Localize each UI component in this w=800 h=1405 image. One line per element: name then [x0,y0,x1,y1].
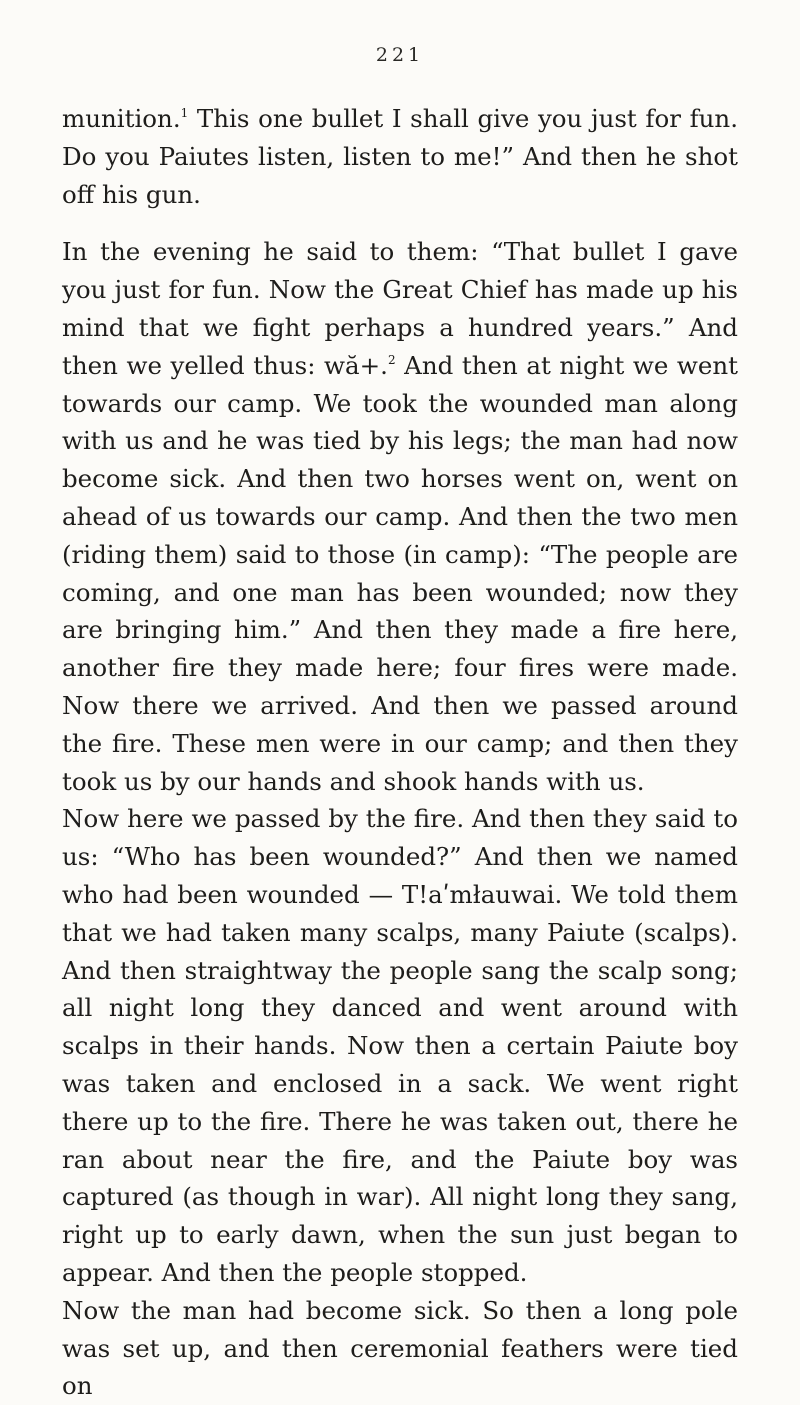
paragraph-1 [62,100,738,213]
body-text [62,100,738,1405]
footnote-ref-1: 1 [180,106,189,120]
text-run: Now here we passed by the fire. And then they said to us: “Who has been wounded?” And then we named who had been wounded — T!aʹmłauwai. We told them that we had taken many scalps, many Paiute (scalps). And then straightway the people sang the scalp song; all night long they danced and went around with scalps in their hands. Now then a certain Paiute boy was taken and enclosed in a sack. We went right there up to the fire. There he was taken out, there he ran about near the fire, and the Paiute boy was captured (as though in war). All night long they sang, right up to early dawn, when the sun just began to appear. And then the people stopped. [62,804,738,1287]
text-run: This one bullet I shall give you just for fun. Do you Paiutes listen, listen to me!” And then he shot off his gun. [62,104,738,209]
page-number: 221 [375,44,425,66]
text-run: munition. [62,104,181,133]
paragraph-2 [62,233,738,800]
text-run: And then at night we went towards our camp. We took the wounded man along with us and he was tied by his legs; the man had now become sick. And then two horses went on, went on ahead of us towards our camp. And then the two men (riding them) said to those (in camp): “The people are coming, and one man has been wounded; now they are bringing him.” And then they made a fire here, another fire they made here; four fires were made. Now there we arrived. And then we passed around the fire. These men were in our camp; and then they took us by our hands and shook hands with us. [62,350,739,796]
text-run: In the evening he said to them: “That bullet I gave you just for fun. Now the Great Chief has made up his mind that we fight perhaps a hundred years.” And then we yelled thus: wă+. [62,237,738,380]
text-run: Now the man had become sick. So then a long pole was set up, and then ceremonial feathers were tied on [62,1295,738,1401]
paragraph-3 [62,800,738,1291]
paragraph-4 [62,1292,738,1405]
footnote-ref-2: 2 [387,352,396,367]
